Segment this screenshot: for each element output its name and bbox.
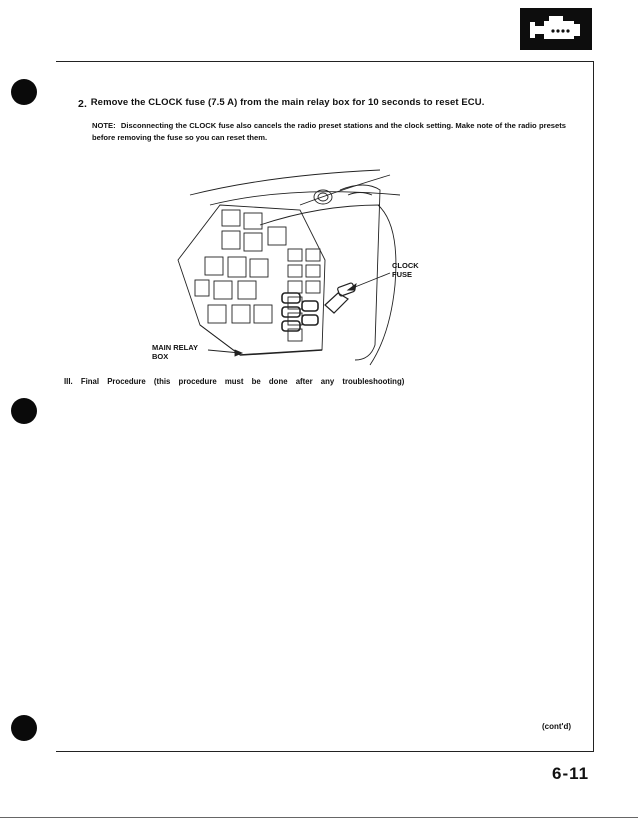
procedure-text: Final Procedure (this procedure must be done after any troubleshooting): [80, 377, 405, 386]
step-number: 2.: [78, 98, 87, 110]
page-number: 6-11: [552, 764, 590, 783]
procedure-numeral: III.: [64, 377, 73, 386]
main-relay-box-label-line1: MAIN RELAY: [152, 343, 198, 352]
final-procedure-heading: [64, 377, 404, 386]
clock-fuse-label: [392, 261, 419, 279]
note-paragraph: [92, 120, 566, 144]
binder-hole-middle: [11, 398, 37, 424]
step-2: [78, 96, 484, 108]
note-label: NOTE:: [92, 121, 116, 130]
step-text: Remove the CLOCK fuse (7.5 A) from the main relay box for 10 seconds to reset ECU.: [90, 97, 485, 108]
continued-note: (cont'd): [542, 722, 572, 731]
note-text: Disconnecting the CLOCK fuse also cancels the radio preset stations and the clock setting. Make note of the radio presets before removing the fuse so you can reset them.: [92, 121, 566, 142]
frame-top-rule: [56, 61, 594, 62]
engine-icon: [520, 8, 592, 50]
frame-right-rule: [593, 61, 594, 751]
clock-fuse-label-line2: FUSE: [392, 270, 413, 279]
relay-box-figure: [150, 165, 450, 370]
page-edge-rule: [0, 817, 638, 818]
clock-fuse-label-line1: CLOCK: [392, 261, 419, 270]
frame-bottom-rule: [56, 751, 594, 752]
main-relay-box-label-line2: BOX: [152, 352, 169, 361]
binder-hole-bottom: [11, 715, 37, 741]
main-relay-box-label: [152, 343, 198, 361]
binder-hole-top: [11, 79, 37, 105]
